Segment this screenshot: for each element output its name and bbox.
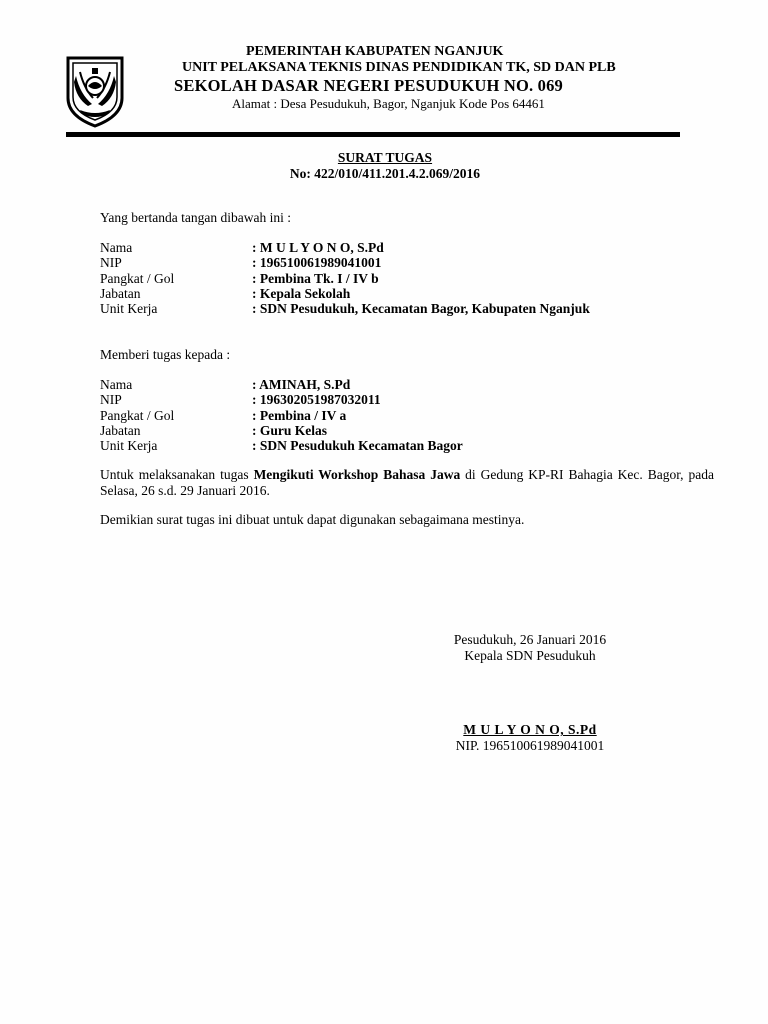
detail-label: Unit Kerja [100,301,158,317]
signature-position: Kepala SDN Pesudukuh [464,648,596,663]
detail-label: Jabatan [100,422,141,438]
detail-label: Nama [100,377,133,392]
signature-block [430,722,630,754]
detail-value: : 196302051987032011 [252,392,381,408]
detail-row [100,408,463,423]
detail-value: : Pembina Tk. I / IV b [252,270,379,286]
signature-header [430,632,630,664]
task-activity: Mengikuti Workshop Bahasa Jawa [253,467,461,482]
letterhead-school: SEKOLAH DASAR NEGERI PESUDUKUH NO. 069 [174,76,563,95]
detail-row [100,255,590,270]
task-suffix: di Gedung KP-RI Bahagia Kec. Bagor, pada Selasa, 26 s.d. 29 Januari 2016. [100,467,714,498]
detail-value: : AMINAH, S.Pd [252,377,351,392]
detail-row [100,240,590,255]
letter-title [276,150,494,182]
detail-row [100,301,590,316]
detail-label: NIP [100,255,122,271]
detail-label: Nama [100,240,133,255]
letter-heading: SURAT TUGAS [337,150,433,165]
signature-nip: NIP. 196510061989041001 [455,738,605,753]
detail-row [100,392,463,407]
closing-statement: Demikian surat tugas ini dibuat untuk dapat digunakan sebagaimana mestinya. [100,512,525,527]
letterhead-address: Alamat : Desa Pesudukuh, Bagor, Nganjuk Kode Pos 64461 [232,96,545,111]
detail-label: NIP [100,392,122,408]
signer-details [100,240,590,316]
detail-label: Jabatan [100,285,141,301]
signature-name: M U L Y O N O, S.Pd [463,722,597,737]
detail-label: Pangkat / Gol [100,407,175,423]
detail-value: : Kepala Sekolah [252,285,351,301]
task-paragraph [100,467,714,499]
letterhead-unit: UNIT PELAKSANA TEKNIS DINAS PENDIDIKAN TK, SD DAN PLB [182,60,616,75]
detail-value: : Pembina / IV a [252,407,347,423]
detail-value: : Guru Kelas [252,422,328,438]
signer-intro: Yang bertanda tangan dibawah ini : [100,210,291,225]
detail-row [100,271,590,286]
letterhead-government: PEMERINTAH KABUPATEN NGANJUK [246,44,504,59]
assignee-details [100,377,463,453]
signature-place-date: Pesudukuh, 26 Januari 2016 [453,632,607,647]
letterhead-divider [66,132,680,137]
task-prefix: Untuk melaksanakan tugas [100,467,254,482]
detail-value: : 196510061989041001 [252,255,382,271]
detail-value: : SDN Pesudukuh Kecamatan Bagor [252,438,463,454]
detail-value: : SDN Pesudukuh, Kecamatan Bagor, Kabupaten Nganjuk [252,301,590,317]
detail-row [100,438,463,453]
detail-row [100,286,590,301]
detail-row [100,377,463,392]
letter-number: No: 422/010/411.201.4.2.069/2016 [289,166,481,181]
detail-row [100,423,463,438]
detail-label: Pangkat / Gol [100,270,175,286]
detail-label: Unit Kerja [100,438,158,454]
assignee-intro: Memberi tugas kepada : [100,347,231,362]
detail-value: : M U L Y O N O, S.Pd [252,240,384,255]
regency-crest-icon [62,54,128,128]
